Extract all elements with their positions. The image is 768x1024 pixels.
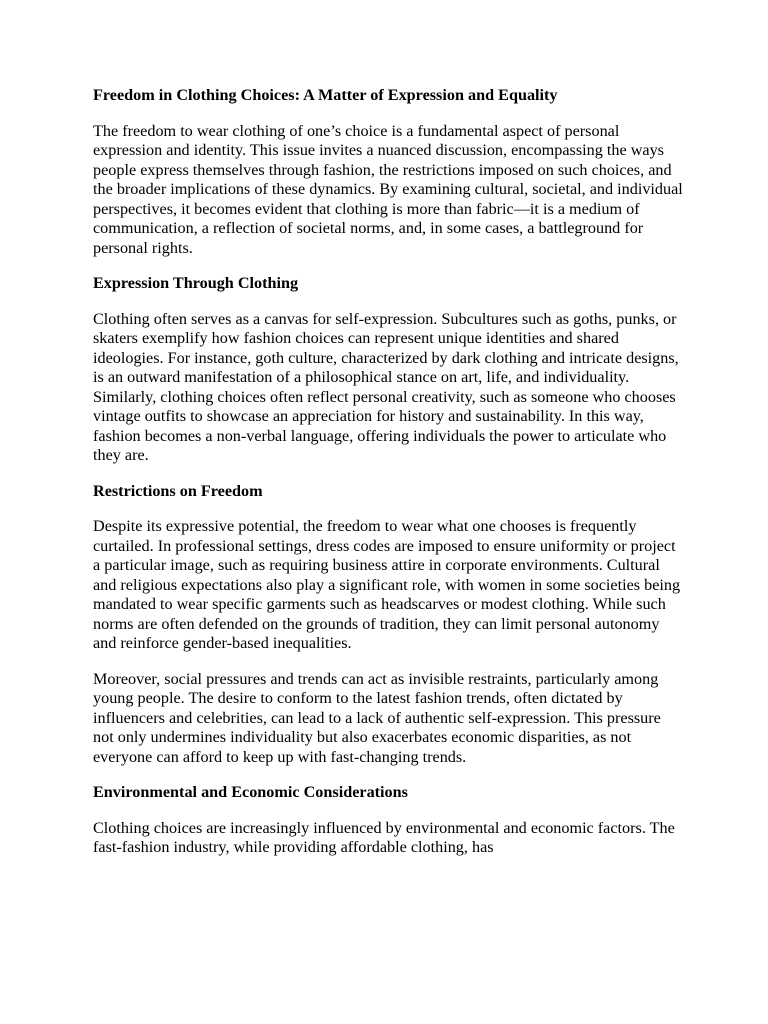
- section-paragraph: Clothing often serves as a canvas for self-expression. Subcultures such as goths, punks, or skaters exemplify how fashion choices can represent unique identities and shared ideologies. For instance, goth culture, characterized by dark clothing and intricate designs, is an outward manifestation of a philosophical stance on art, life, and individuality. Similarly, clothing choices often reflect personal creativity, such as someone who chooses vintage outfits to showcase an appreciation for history and sustainability. In this way, fashion becomes a non-verbal language, offering individuals the power to articulate who they are.: [93, 309, 679, 464]
- document-body: [93, 86, 683, 874]
- section-heading-environmental: Environmental and Economic Considerations: [93, 783, 408, 801]
- intro-paragraph: The freedom to wear clothing of one’s choice is a fundamental aspect of personal expression and identity. This issue invites a nuanced discussion, encompassing the ways people express themselves through fashion, the restrictions imposed on such choices, and the broader implications of these dynamics. By examining cultural, societal, and individual perspectives, it becomes evident that clothing is more than fabric—it is a medium of communication, a reflection of societal norms, and, in some cases, a battleground for personal rights.: [93, 121, 683, 257]
- section-heading-restrictions: Restrictions on Freedom: [93, 481, 263, 500]
- section-paragraph: Moreover, social pressures and trends can act as invisible restraints, particularly among young people. The desire to conform to the latest fashion trends, often dictated by influencers and celebrities, can lead to a lack of authentic self-expression. This pressure not only undermines individuality but also exacerbates economic disparities, as not everyone can afford to keep up with fast-changing trends.: [93, 669, 661, 766]
- section-paragraph: Clothing choices are increasingly influenced by environmental and economic factors. The fast-fashion industry, while providing affordable clothing, has: [93, 818, 675, 856]
- section-heading-expression: Expression Through Clothing: [93, 274, 299, 292]
- document-title: Freedom in Clothing Choices: A Matter of Expression and Equality: [93, 86, 558, 104]
- section-paragraph: Despite its expressive potential, the freedom to wear what one chooses is frequently curtailed. In professional settings, dress codes are imposed to ensure uniformity or project a particular image, such as requiring business attire in corporate environments. Cultural and religious expectations also play a significant role, with women in some societies being mandated to wear specific garments such as headscarves or modest clothing. While such norms are often defended on the grounds of tradition, they can limit personal autonomy and reinforce gender-based inequalities.: [93, 517, 681, 652]
